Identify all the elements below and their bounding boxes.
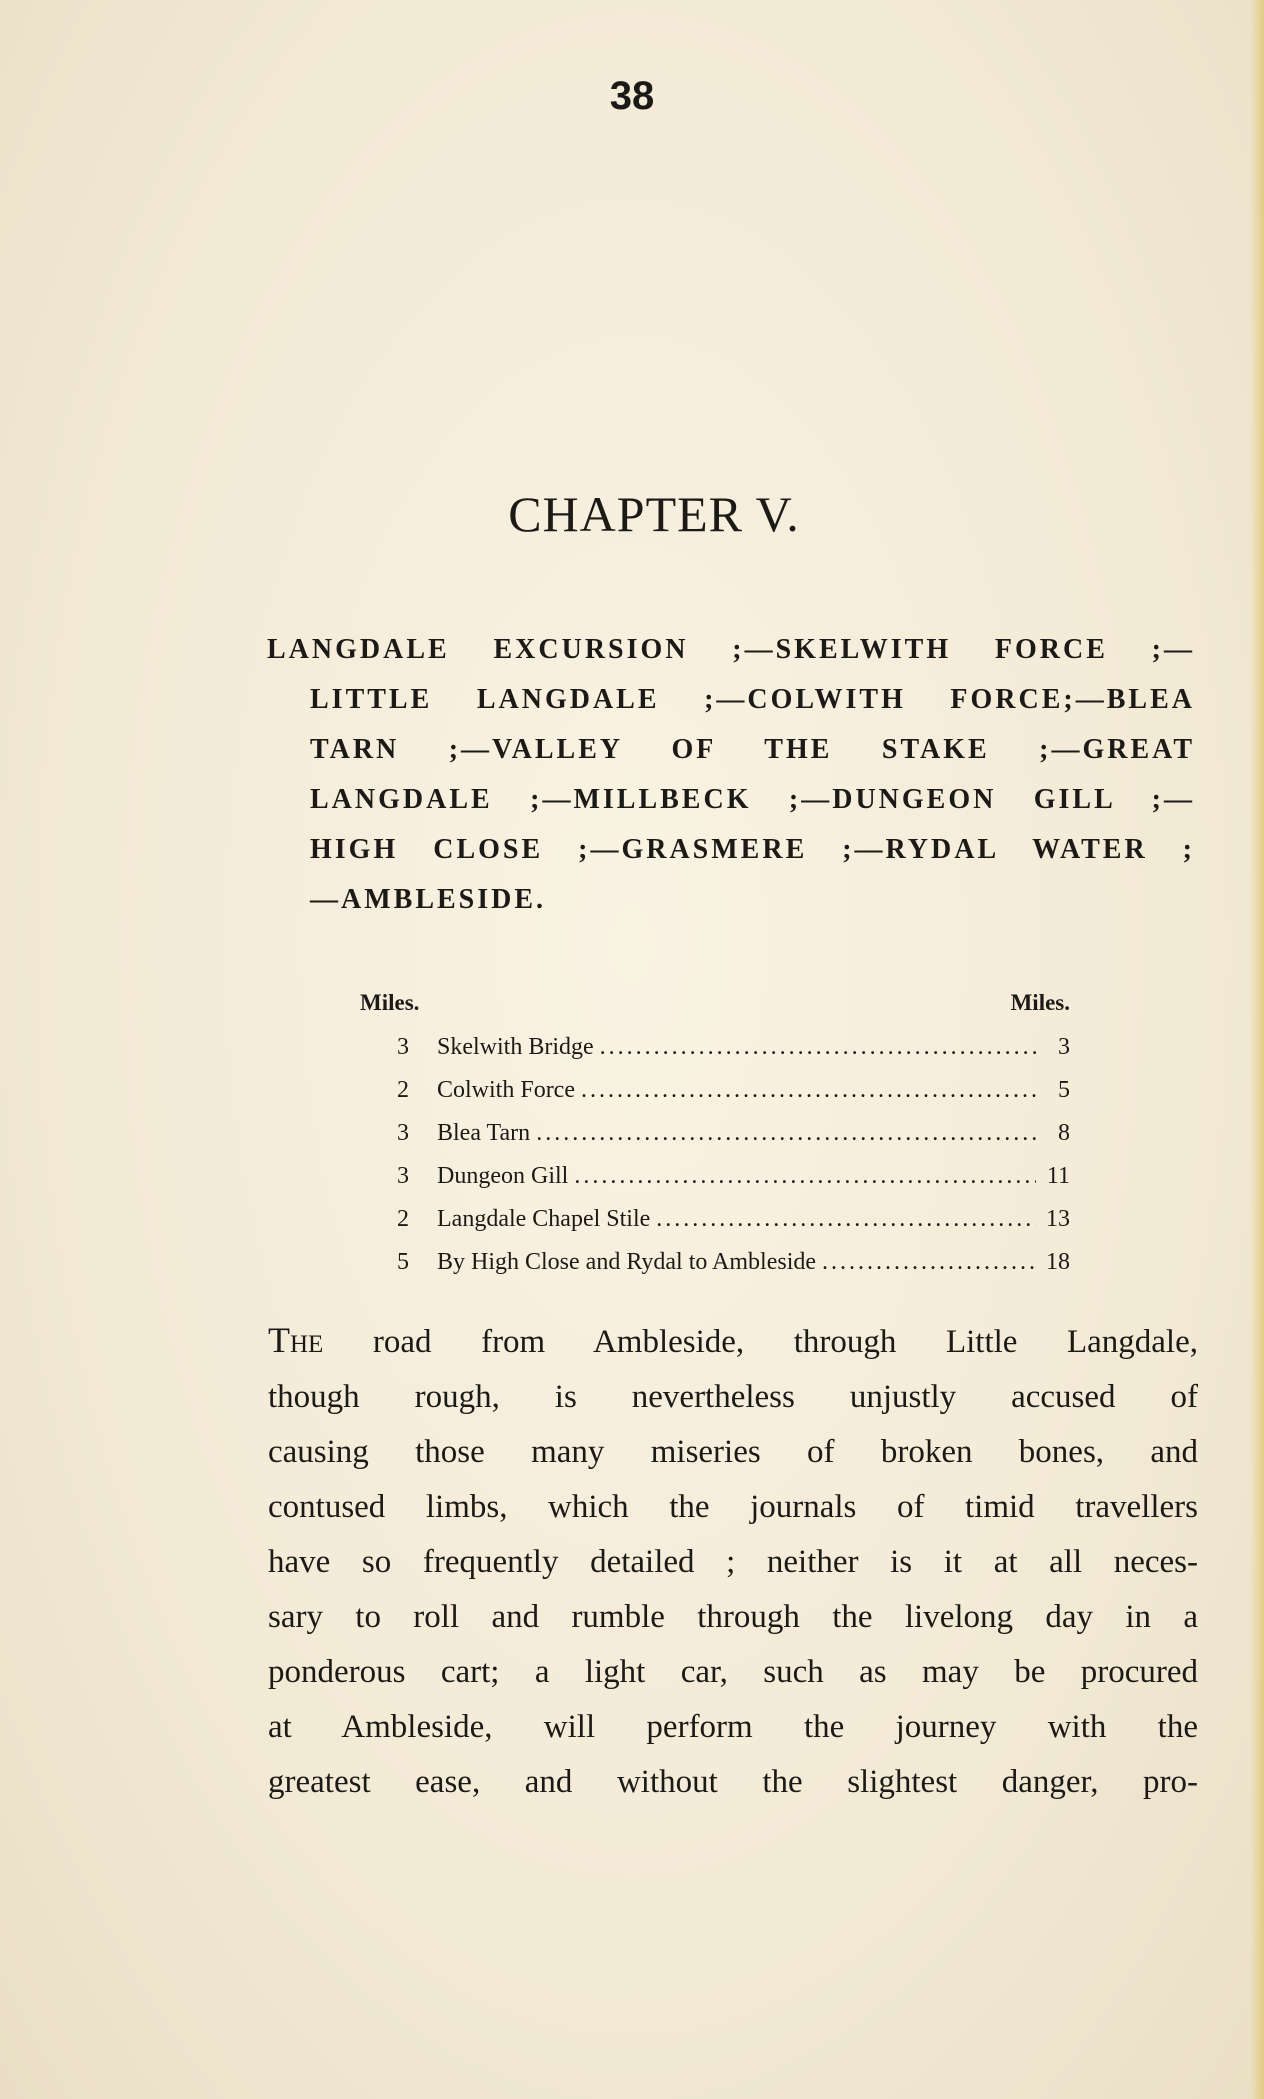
synopsis-line: —AMBLESIDE. <box>310 884 547 915</box>
row-miles: 5 <box>397 1249 409 1275</box>
body-line: contused limbs, which the journals of timid travellers <box>268 1489 1198 1525</box>
opening-word: The <box>268 1320 324 1360</box>
row-place: Blea Tarn <box>437 1120 531 1146</box>
page-number: 38 <box>609 74 655 118</box>
row-total: 11 <box>1046 1163 1070 1189</box>
body-line: greatest ease, and without the slightest danger, pro- <box>268 1764 1198 1800</box>
row-place: Dungeon Gill <box>437 1163 569 1189</box>
row-place: Langdale Chapel Stile <box>437 1206 651 1232</box>
row-miles: 3 <box>397 1163 409 1189</box>
dot-leader <box>656 1198 1036 1241</box>
distance-table <box>360 980 1070 1284</box>
row-miles: 3 <box>397 1120 409 1146</box>
body-line: causing those many miseries of broken bones, and <box>268 1434 1198 1470</box>
body-line: at Ambleside, will perform the journey with the <box>268 1709 1198 1745</box>
table-row <box>360 1198 1070 1241</box>
dot-leader <box>581 1069 1036 1112</box>
row-place: By High Close and Rydal to Ambleside <box>437 1249 817 1275</box>
synopsis-line: TARN ;—VALLEY OF THE STAKE ;—GREAT <box>310 734 1195 765</box>
row-total: 18 <box>1046 1249 1070 1275</box>
row-miles: 2 <box>397 1077 409 1103</box>
miles-header-left: Miles. <box>360 990 420 1015</box>
row-miles: 3 <box>397 1034 409 1060</box>
dot-leader <box>822 1241 1036 1284</box>
body-line: ponderous cart; a light car, such as may be procured <box>268 1654 1198 1690</box>
table-row <box>360 1155 1070 1198</box>
dot-leader <box>574 1155 1036 1198</box>
chapter-title: CHAPTER V. <box>508 486 800 542</box>
chapter-synopsis <box>267 625 1195 925</box>
row-total: 5 <box>1058 1077 1070 1103</box>
row-total: 8 <box>1058 1120 1070 1146</box>
page-edge <box>1250 0 1264 2099</box>
dot-leader <box>536 1112 1036 1155</box>
row-total: 13 <box>1046 1206 1070 1232</box>
table-row <box>360 1112 1070 1155</box>
row-place: Colwith Force <box>437 1077 575 1103</box>
body-line: though rough, is nevertheless unjustly accused of <box>268 1379 1198 1415</box>
body-paragraph <box>268 1313 1198 1810</box>
table-row <box>360 1026 1070 1069</box>
synopsis-line: LITTLE LANGDALE ;—COLWITH FORCE;—BLEA <box>310 684 1195 715</box>
row-total: 3 <box>1058 1034 1070 1060</box>
row-place: Skelwith Bridge <box>437 1034 594 1060</box>
synopsis-line: HIGH CLOSE ;—GRASMERE ;—RYDAL WATER ; <box>310 834 1195 865</box>
body-line: have so frequently detailed ; neither is it at all neces- <box>268 1544 1198 1580</box>
synopsis-line: LANGDALE EXCURSION ;—SKELWITH FORCE ;— <box>267 634 1195 665</box>
synopsis-line: LANGDALE ;—MILLBECK ;—DUNGEON GILL ;— <box>310 784 1195 815</box>
table-row <box>360 1069 1070 1112</box>
body-line: sary to roll and rumble through the livelong day in a <box>268 1599 1198 1635</box>
miles-header-right: Miles. <box>1010 990 1070 1015</box>
body-line-text: road from Ambleside, through Little Langdale, <box>323 1324 1198 1360</box>
body-line <box>268 1313 1198 1370</box>
distance-table-header <box>360 980 1070 1026</box>
table-row <box>360 1241 1070 1284</box>
row-miles: 2 <box>397 1206 409 1232</box>
dot-leader <box>600 1026 1036 1069</box>
